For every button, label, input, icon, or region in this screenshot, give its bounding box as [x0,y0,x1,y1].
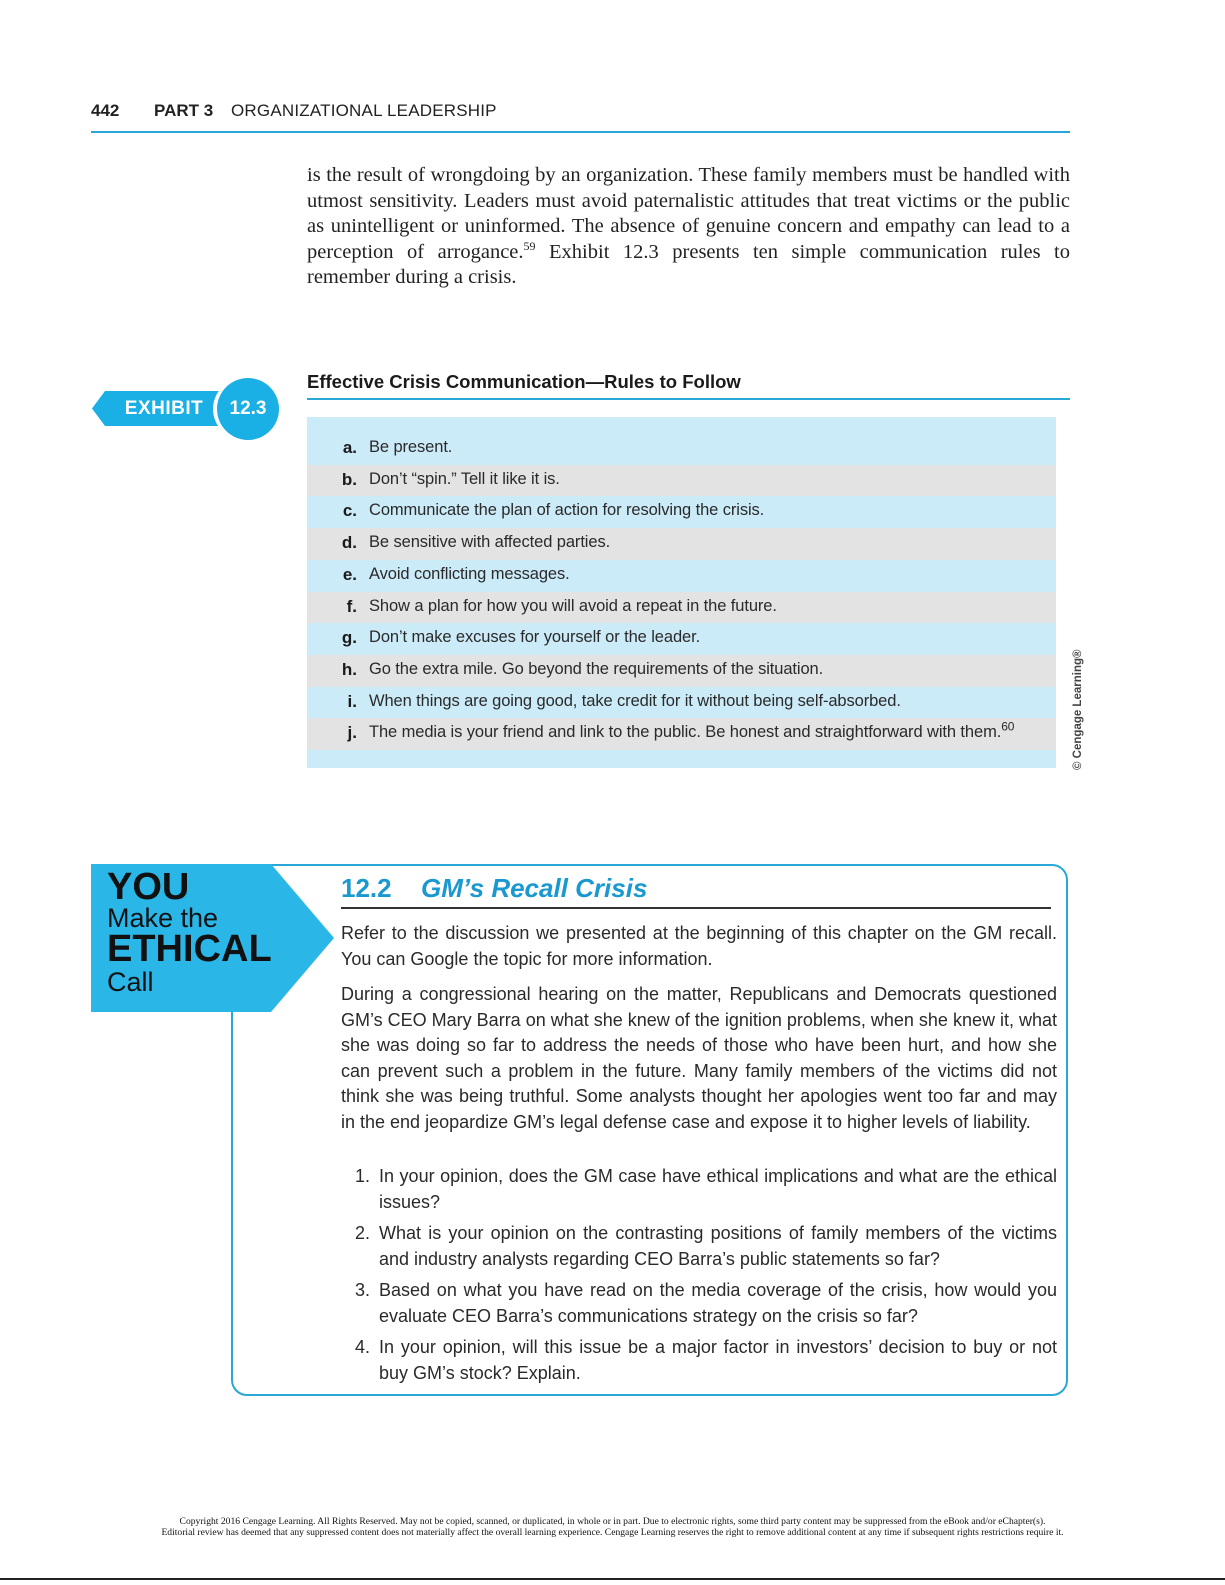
rule-item [307,496,1056,528]
rule-letter: f. [346,596,357,616]
rule-letter: g. [341,628,357,648]
bottom-rule [0,1578,1225,1580]
case-paragraph: During a congressional hearing on the matter, Republicans and Democrats questioned GM’s CEO Mary Barra on what she knew of the ignition problems, when she knew it, what she was doing so far to address the needs of those who have been hurt, and how she can prevent such a problem in the future. Many family members of the victims did not think she was being truthful. Some analysts thought her apologies went too far and may in the end jeopardize GM’s legal defense case and expose it to higher levels of liability. [341,984,1057,1132]
rule-text: Be sensitive with affected parties. [369,533,611,552]
note-reference[interactable]: 59 [523,238,536,253]
exhibit-title: Effective Crisis Communication—Rules to Follow [307,371,1070,400]
question-text: What is your opinion on the contrasting positions of family members of the victims and industry analysts regarding CEO Barra’s public statements so far? [379,1223,1057,1269]
rule-letter: d. [341,533,357,553]
case-title: GM’s Recall Crisis [421,873,648,903]
rule-text [369,719,1015,742]
badge-make-the: Make the [107,903,219,933]
footer-line-1: Copyright 2016 Cengage Learning. All Rights Reserved. May not be copied, scanned, or duplicated, in whole or in part. Due to electronic rights, some third party content may be suppressed from the eBook and/or eChapter(s). [179,1516,1046,1527]
rule-letter: c. [342,501,357,521]
rule-text: Go the extra mile. Go beyond the requirements of the situation. [369,659,824,678]
case-heading [341,873,1051,909]
rule-item [307,528,1056,560]
rule-item [307,592,1056,624]
exhibit-word: EXHIBIT [124,398,204,419]
exhibit-number: 12.3 [217,378,279,440]
question-number: 3. [354,1280,370,1300]
rule-text: Don’t “spin.” Tell it like it is. [369,469,560,488]
question-text: In your opinion, does the GM case have ethical implications and what are the ethical issues? [379,1166,1057,1212]
note-reference[interactable]: 60 [1001,719,1015,734]
part-title: ORGANIZATIONAL LEADERSHIP [231,101,497,120]
rule-letter: h. [341,659,357,679]
intro-text-before: is the result of wrongdoing by an organization. These family members must be handled with utmost sensitivity. Leaders must avoid paternalistic attitudes that treat victims or the public as unintelligent or uninformed. The absence of genuine concern and empathy can lead to a perception of arrogance. [307,164,1070,263]
rule-text: When things are going good, take credit for it without being self-absorbed. [369,691,901,710]
rule-item [307,623,1056,655]
rule-letter: i. [347,691,357,711]
badge-call: Call [107,967,154,997]
page-number: 442 [91,101,120,120]
rule-letter: b. [341,469,357,489]
rule-text: Be present. [369,438,453,456]
question-number: 4. [354,1337,370,1357]
question-text: Based on what you have read on the media coverage of the crisis, how would you evaluate CEO Barra’s communications strategy on the crisis so far? [379,1280,1057,1326]
rule-item [307,718,1056,750]
case-paragraph: Refer to the discussion we presented at the beginning of this chapter on the GM recall. You can Google the topic for more information. [341,923,1057,969]
rule-item [307,687,1056,719]
rule-text: Communicate the plan of action for resolving the crisis. [369,501,765,520]
rule-item [307,465,1056,497]
rule-letter: j. [347,723,357,743]
rule-item [307,560,1056,592]
badge-you: YOU [107,866,190,908]
footer-line-2: Editorial review has deemed that any suppressed content does not materially affect the overall learning experience. Cengage Learning reserves the right to remove additional content at any time if subsequent rights restrictions require it. [161,1527,1064,1538]
rule-text: Avoid conflicting messages. [369,564,570,583]
rule-letter: a. [342,438,357,457]
rules-list [307,417,1056,768]
rule-text: Don’t make excuses for yourself or the leader. [369,628,701,647]
running-header [91,101,1070,133]
rule-letter: e. [342,564,357,584]
intro-paragraph [307,163,1070,291]
image-credit: © Cengage Learning® [1072,649,1084,770]
badge-ethical: ETHICAL [107,928,272,970]
intro-text-after: Exhibit 12.3 presents ten simple communication rules to remember during a crisis. [307,240,1071,288]
case-number: 12.2 [341,873,392,903]
exhibit-tag [92,378,282,440]
part-label: PART 3 [154,101,214,120]
footer-copyright [40,1516,1185,1538]
rule-item [307,433,1056,465]
rule-item [307,655,1056,687]
question-text: In your opinion, will this issue be a major factor in investors’ decision to buy or not buy GM’s stock? Explain. [379,1337,1057,1383]
question-number: 1. [354,1166,370,1186]
rule-text-body: The media is your friend and link to the public. Be honest and straightforward with them. [369,723,1002,742]
rule-text: Show a plan for how you will avoid a repeat in the future. [369,596,777,615]
question-number: 2. [354,1223,370,1243]
